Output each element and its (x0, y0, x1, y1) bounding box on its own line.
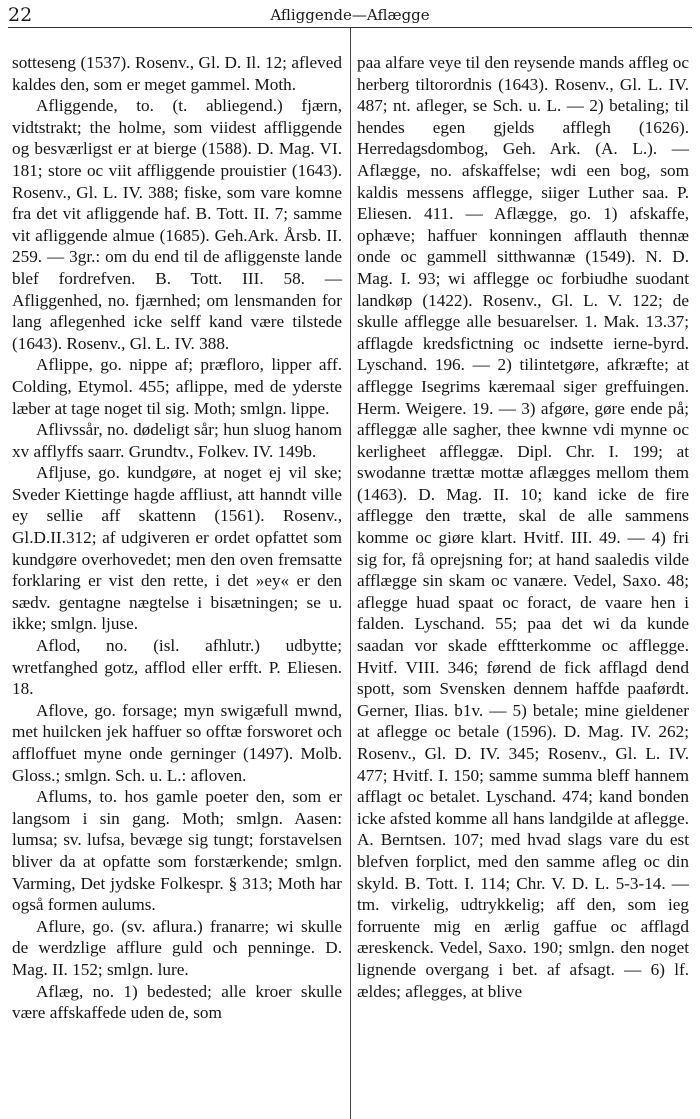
entry-paragraph: Aflure, go. (sv. aflura.) franarre; wi skulle de werdzlige afflure guld och penninge. D. Mag. II. 152; smlgn. lure. (12, 916, 342, 979)
entry-paragraph: Aflivssår, no. dødeligt sår; hun sluog hanom xv afflyffs saarr. Grundtv., Folkev. IV. 149b. (12, 420, 342, 461)
entry-paragraph: Aflums, to. hos gamle poeter den, som er langsom i sin gang. Moth; smlgn. Aasen: lumsa; sv. lufsa, bevæge sig tungt; forstavelsen bliver da at opfatte som forstærkende; smlgn. Varming, Det jydske Folkespr. § 313; Moth har også formen aulums. (12, 787, 342, 915)
page-header (8, 4, 692, 28)
entry-paragraph: Afliggende, to. (t. abliegend.) fjærn, vidtstrakt; the holme, som viidest affliggende og besværligst er at bierge (1588). D. Mag. VI. 181; store oc viit affliggende prouistier (1643). Rosenv., Gl. L. IV. 388; fiske, som vare komne fra det vit afliggende haf. B. Tott. II. 7; samme vit afliggende almue (1685). Geh.Ark. Årsb. II. 259. — 3gr.: om du end til de afliggenste lande blef fordrefven. B. Tott. III. 58. — Afliggenhed, no. fjærnhed; om lensmanden for lang aflegenhed icke selff kand være tilstede (1643). Rosenv., Gl. L. IV. 388. (12, 96, 342, 353)
entry-paragraph: Aflod, no. (isl. afhlutr.) udbytte; wretfanghed gotz, afflod eller erfft. P. Eliesen. 18. (12, 636, 342, 699)
column-divider (350, 28, 351, 1119)
entry-paragraph: Aflæg, no. 1) bedested; alle kroer skulle være affskaffede uden de, som (12, 981, 342, 1023)
left-column (12, 52, 342, 1024)
entry-paragraph: Afljuse, go. kundgøre, at noget ej vil ske; Sveder Kiettinge hagde affliust, att hanndt ville ey sellie aff skattenn (1561). Rosenv., Gl.D.II.312; af udgiveren er ordet opfattet som kundgøre overhovedet; men den oven fremsatte forklaring er vist den rette, i det »ey« er den sædv. gentagne nægtelse i bisætningen; se u. ikke; smlgn. ljuse. (12, 463, 342, 634)
entry-paragraph: Aflove, go. forsage; myn swigæfull mwnd, met huilcken jek haffuer so offtæ forsworet och affloffuet myne onde gerninger (1497). Molb. Gloss.; smlgn. Sch. u. L.: afloven. (12, 700, 342, 785)
running-head: Afliggende—Aflægge (270, 6, 430, 24)
page-number: 22 (8, 4, 33, 26)
entry-paragraph: Aflippe, go. nippe af; præfloro, lipper aff. Colding, Etymol. 455; aflippe, med de yderste læber at tage noget til sig. Moth; smlgn. lippe. (12, 355, 342, 418)
entry-paragraph: paa alfare veye til den reysende mands affleg oc herberg tiltorordnis (1643). Rosenv., Gl. L. IV. 487; nt. afleger, se Sch. u. L. — 2) betaling; til hendes egen gjelds afflegh (1626). Herredagsdombog, Geh. Ark. (A. L.). — Aflægge, no. afskaffelse; wdi een bog, som kaldis messens afflegge, siiger Luther saa. P. Eliesen. 411. — Aflægge, go. 1) afskaffe, ophæve; haffuer konningen afflauth thennæ onde oc gammell sitthwannæ (1549). N. D. Mag. I. 93; wi afflegge oc forbiudhe suodant landkøp (1422). Rosenv., Gl. L. V. 122; de skulle afflegge alle besuarelser. 1. Mak. 13.37; afflagde kredsfictning oc indsette ierne-byrd. Lyschand. 196. — 2) tilintetgøre, afkræfte; at afflegge Isegrims kæremaal siger greffuingen. Herm. Weigere. 19. — 3) afgøre, gøre ende på; affleggæ alle sagher, thee kwnne vdi mynne oc kerligheet affleggæ. Dipl. Chr. I. 199; at swodanne trættæ mottæ aflægges mellom them (1463). D. Mag. II. 10; kand icke de fire afflegge den trætte, skal de alle sammens komme oc giøre klart. Hvitf. III. 49. — 4) fri sig for, få oprejsning for; at hand saaledis vilde afflægge sin skam oc vanære. Vedel, Saxo. 48; aflegge huad spaat oc foract, de vaare hen i falden. Lyschand. 55; paa det wi da kunde saadan vor skade efftterkomme oc afflegge. Hvitf. VIII. 346; førend de fick afflagd dend spott, som Svensken dennem haffde paaførdt. Gerner, Ilias. b1v. — 5) betale; mine gieldener at aflegge oc betale (1596). D. Mag. IV. 262; Rosenv., Gl. D. IV. 345; Rosenv., Gl. L. IV. 477; Hvitf. I. 150; samme summa bleff hannem afflagt oc betalet. Lyschand. 474; kand bonden icke afsted komme all hans landgilde at aflegge. A. Berntsen. 107; med hvad slags vare du est blefven forplict, med den samme afleg oc din skyld. B. Tott. I. 114; Chr. V. D. L. 5-3-14. — tm. virkelig, udtrykkelig; aff den, som ieg forruente mig en ærlig gaffue oc afflagd æreskenck. Vedel, Saxo. 190; smlgn. den noget lignende overgang i bet. af afsagt. — 6) lf. ældes; aflegges, at blive (357, 53, 689, 1001)
right-column (357, 52, 689, 1002)
entry-paragraph: sotteseng (1537). Rosenv., Gl. D. Il. 12; afleved kaldes den, som er meget gammel. Moth. (12, 53, 342, 94)
